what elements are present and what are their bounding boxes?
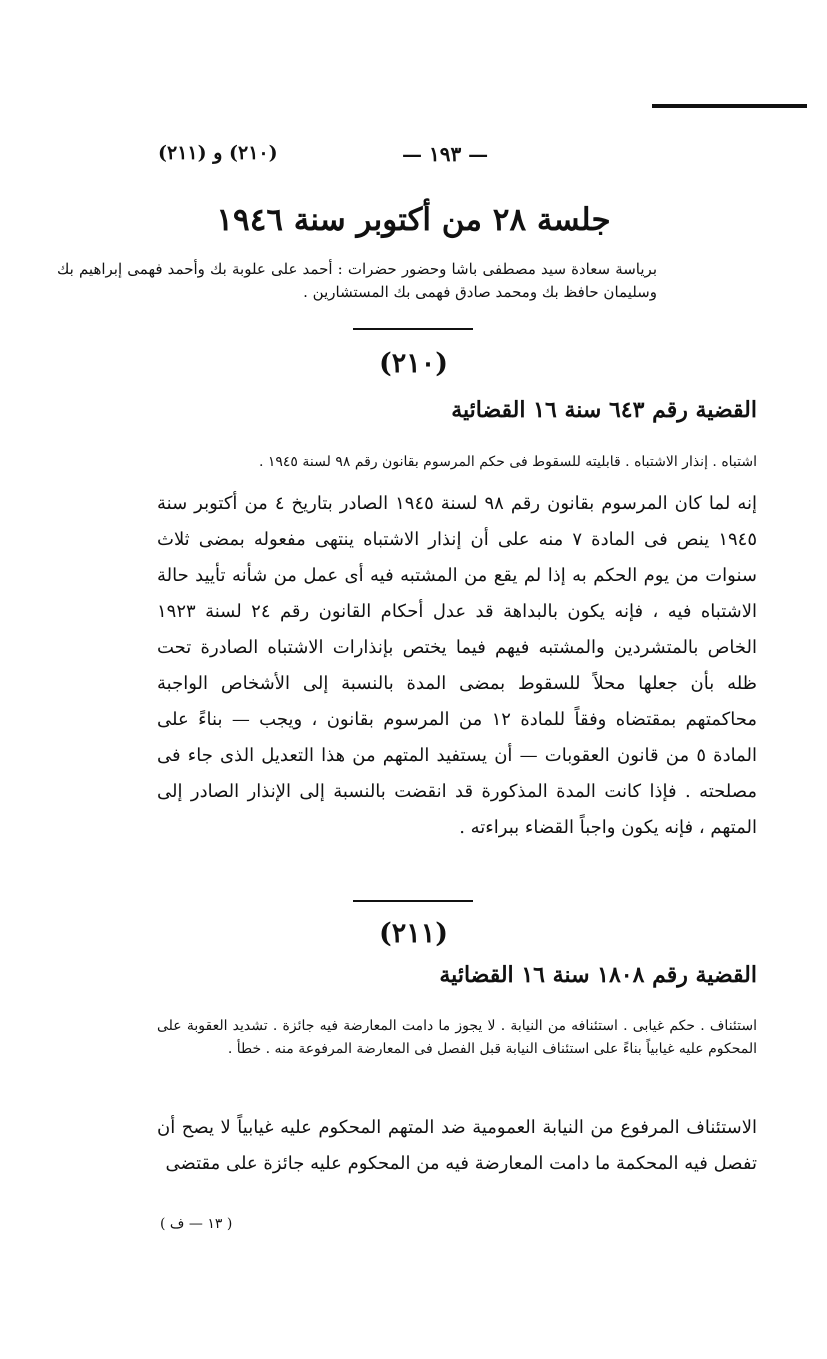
section-divider xyxy=(353,328,473,330)
section-divider xyxy=(353,900,473,902)
ruling-text: الاستئناف المرفوع من النيابة العمومية ضد المتهم المحكوم عليه غيابياً لا يصح أن تفصل فيه المحكمة ما دامت المعارضة فيه من المحكوم عليه جائزة على مقتضى xyxy=(157,1117,757,1174)
decision-number: (٢١٠) xyxy=(378,348,449,379)
session-presidency: برياسة سعادة سيد مصطفى باشا وحضور حضرات : أحمد على علوبة بك وأحمد فهمى إبراهيم بك وسليمان حافظ بك ومحمد صادق فهمى بك المستشارين . xyxy=(57,260,657,301)
session-title: جلسة ٢٨ من أكتوبر سنة ١٩٤٦ xyxy=(216,202,611,238)
page-number: — ١٩٣ — xyxy=(402,142,489,166)
case-title: القضية رقم ١٨٠٨ سنة ١٦ القضائية xyxy=(439,962,757,988)
printer-signature-mark: ( ١٣ — ف ) xyxy=(160,1216,233,1232)
case-keywords: استئناف . حكم غيابى . استئنافه من النيابة . لا يجوز ما دامت المعارضة فيه جائزة . تشديد العقوبة على المحكوم عليه غيابياً بناءً على استئناف النيابة قبل الفصل فى المعارضة المرفوعة منه . خطأ . xyxy=(157,1018,757,1057)
corner-rule xyxy=(652,104,807,108)
page-header xyxy=(150,142,670,172)
decision-number: (٢١١) xyxy=(378,918,449,949)
case-title: القضية رقم ٦٤٣ سنة ١٦ القضائية xyxy=(451,397,757,423)
case-keywords: اشتباه . إنذار الاشتباه . قابليته للسقوط فى حكم المرسوم بقانون رقم ٩٨ لسنة ١٩٤٥ . xyxy=(258,454,757,470)
ruling-text: إنه لما كان المرسوم بقانون رقم ٩٨ لسنة ١٩٤٥ الصادر بتاريخ ٤ من أكتوبر سنة ١٩٤٥ ينص فى المادة ٧ منه على أن إنذار الاشتباه ينتهى مفعوله بمضى ثلاث سنوات من يوم الحكم به إذا لم يقع من المشتبه فيه أى عمل من شأنه تأييد حالة الاشتباه فيه ، فإنه يكون بالبداهة قد عدل أحكام القانون رقم ٢٤ لسنة ١٩٢٣ الخاص بالمتشردين والمشتبه فيهم فيما يختص بإنذارات الاشتباه الصادرة تحت ظله بأن جعلها محلاً للسقوط بمضى المدة بالنسبة إلى الأشخاص الواجبة محاكمتهم بمقتضاه وفقاً للمادة ١٢ من المرسوم بقانون ، ويجب — بناءً على المادة ٥ من قانون العقوبات — أن يستفيد المتهم من هذا التعديل الذى جاء فى مصلحته . فإذا كانت المدة المذكورة قد انقضت بالنسبة إلى الإنذار الصادر إلى المتهم ، فإنه يكون واجباً القضاء ببراءته . xyxy=(157,493,758,838)
decisions-range: (٢١٠) و (٢١١) xyxy=(158,142,278,164)
